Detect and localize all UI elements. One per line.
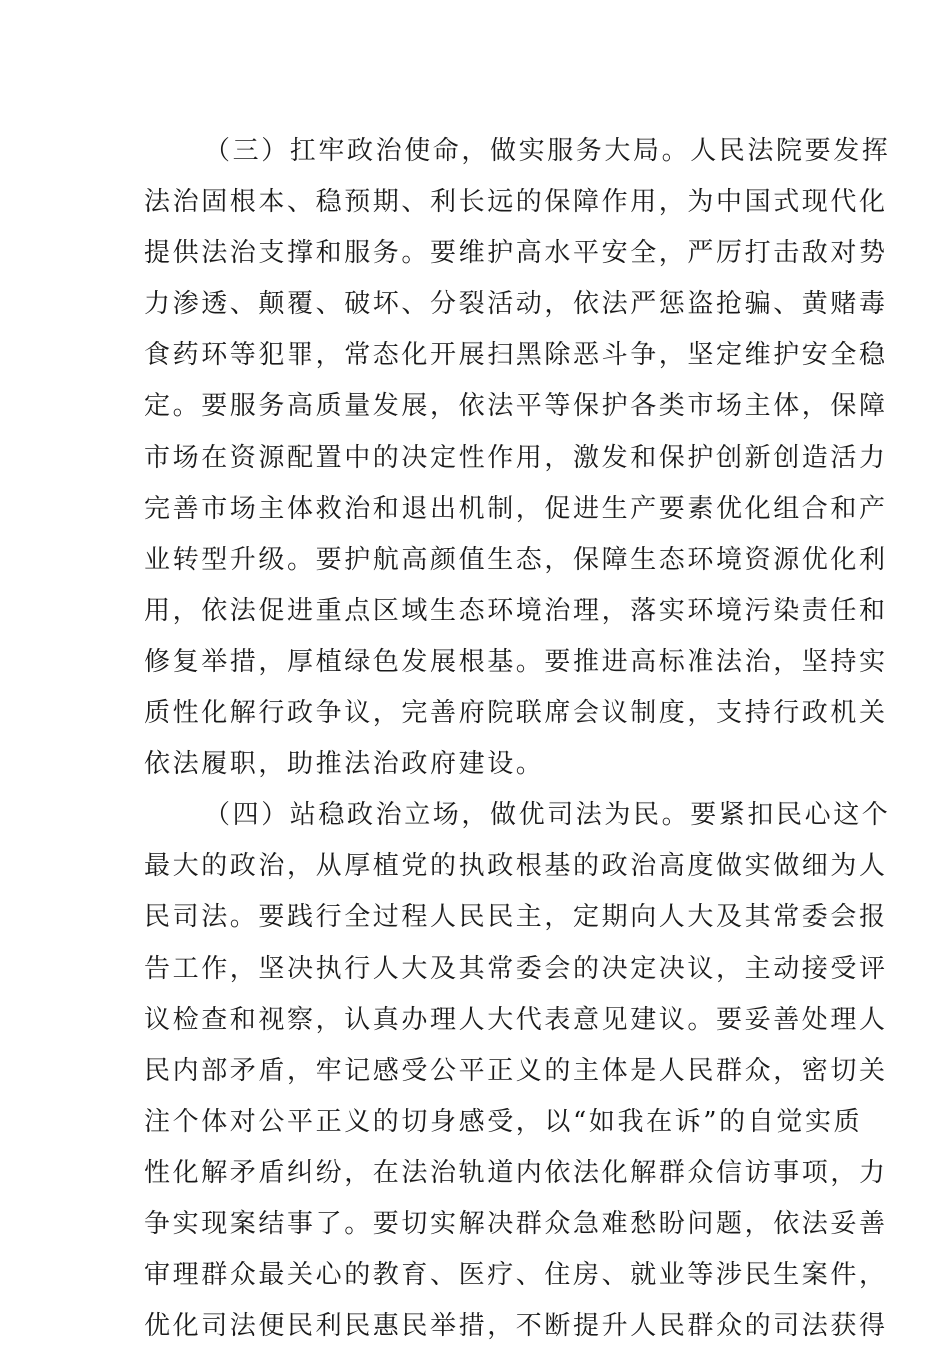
paragraph-section-three <box>144 126 891 790</box>
text-line: 市场在资源配置中的决定性作用，激发和保护创新创造活力 <box>144 442 888 473</box>
text-line: 性化解矛盾纠纷，在法治轨道内依法化解群众信访事项，力 <box>144 1157 888 1188</box>
text-line: 食药环等犯罪，常态化开展扫黑除恶斗争，坚定维护安全稳 <box>144 340 888 371</box>
text-line: 民司法。要践行全过程人民民主，定期向人大及其常委会报 <box>144 902 888 933</box>
text-line: （四）站稳政治立场，做优司法为民。要紧扣民心这个 <box>204 800 891 831</box>
text-line: 修复举措，厚植绿色发展根基。要推进高标准法治，坚持实 <box>144 646 888 677</box>
text-line: 争实现案结事了。要切实解决群众急难愁盼问题，依法妥善 <box>144 1208 888 1239</box>
text-line: 审理群众最关心的教育、医疗、住房、就业等涉民生案件， <box>144 1260 888 1291</box>
text-line: 依法履职，助推法治政府建设。 <box>144 749 545 780</box>
text-line: 最大的政治，从厚植党的执政根基的政治高度做实做细为人 <box>144 851 888 882</box>
text-line: 法治固根本、稳预期、利长远的保障作用，为中国式现代化 <box>144 187 888 218</box>
text-line: 质性化解行政争议，完善府院联席会议制度，支持行政机关 <box>144 698 888 729</box>
text-line: 民内部矛盾，牢记感受公平正义的主体是人民群众，密切关 <box>144 1055 888 1086</box>
paragraph-section-four <box>144 790 891 1352</box>
text-line: 业转型升级。要护航高颜值生态，保障生态环境资源优化利 <box>144 544 888 575</box>
text-line: （三）扛牢政治使命，做实服务大局。人民法院要发挥 <box>204 136 891 166</box>
document-body <box>144 126 891 1352</box>
text-line: 告工作，坚决执行人大及其常委会的决定决议，主动接受评 <box>144 953 888 984</box>
text-line: 注个体对公平正义的切身感受，以“如我在诉”的自觉实质 <box>144 1106 863 1137</box>
text-line: 议检查和视察，认真办理人大代表意见建议。要妥善处理人 <box>144 1004 888 1035</box>
text-line: 定。要服务高质量发展，依法平等保护各类市场主体，保障 <box>144 391 888 422</box>
text-line: 力渗透、颠覆、破坏、分裂活动，依法严惩盗抢骗、黄赌毒 <box>144 289 888 320</box>
text-line: 用，依法促进重点区域生态环境治理，落实环境污染责任和 <box>144 595 888 626</box>
text-line: 提供法治支撑和服务。要维护高水平安全，严厉打击敌对势 <box>144 238 888 269</box>
text-line: 完善市场主体救治和退出机制，促进生产要素优化组合和产 <box>144 493 888 524</box>
text-line: 优化司法便民利民惠民举措，不断提升人民群众的司法获得 <box>144 1311 888 1342</box>
